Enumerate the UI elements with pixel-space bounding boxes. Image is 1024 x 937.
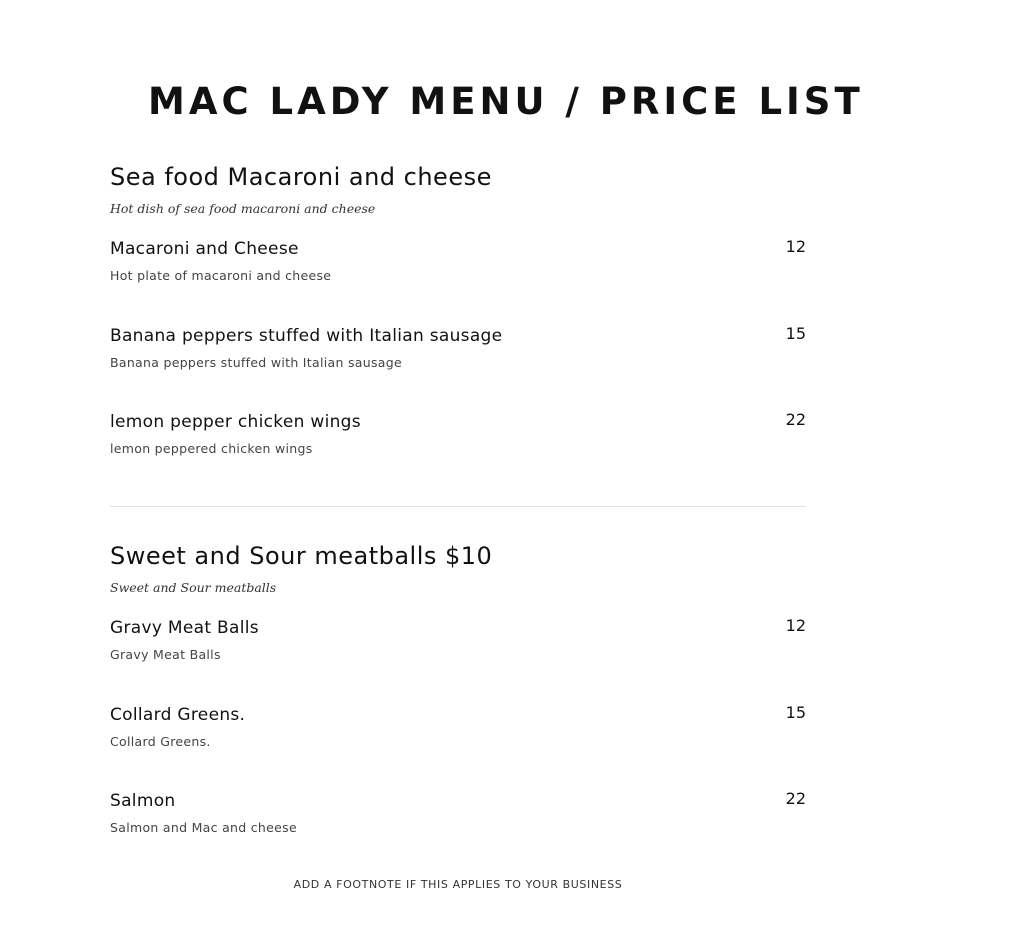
item-name: Salmon [110, 791, 176, 811]
menu-item [110, 238, 806, 298]
menu-footnote: ADD A FOOTNOTE IF THIS APPLIES TO YOUR BUSINESS [293, 878, 623, 891]
menu-item [110, 411, 806, 471]
section-title: Sea food Macaroni and cheese [110, 163, 492, 191]
menu-item [110, 704, 806, 764]
section-description: Hot dish of sea food macaroni and cheese [110, 201, 376, 216]
section-title: Sweet and Sour meatballs $10 [110, 542, 493, 570]
item-description: Collard Greens. [110, 734, 211, 749]
menu-item [110, 790, 806, 850]
menu-item [110, 325, 806, 385]
item-name: lemon pepper chicken wings [110, 412, 361, 432]
item-price: 22 [785, 789, 806, 808]
item-description: Hot plate of macaroni and cheese [110, 268, 332, 283]
item-price: 15 [785, 703, 806, 722]
section-description: Sweet and Sour meatballs [110, 580, 277, 595]
menu-item [110, 617, 806, 677]
item-description: Salmon and Mac and cheese [110, 820, 297, 835]
menu-title: MAC LADY MENU / PRICE LIST [148, 80, 864, 123]
item-name: Collard Greens. [110, 705, 246, 725]
item-name: Macaroni and Cheese [110, 239, 299, 259]
menu-section-seafood [110, 162, 806, 456]
item-price: 22 [785, 410, 806, 429]
item-name: Banana peppers stuffed with Italian sausage [110, 326, 503, 346]
item-name: Gravy Meat Balls [110, 618, 259, 638]
item-price: 12 [785, 616, 806, 635]
section-divider [110, 506, 806, 507]
menu-section-meatballs [110, 541, 806, 835]
item-price: 12 [785, 237, 806, 256]
item-price: 15 [785, 324, 806, 343]
item-description: Gravy Meat Balls [110, 647, 221, 662]
item-description: Banana peppers stuffed with Italian sausage [110, 355, 402, 370]
item-description: lemon peppered chicken wings [110, 441, 313, 456]
